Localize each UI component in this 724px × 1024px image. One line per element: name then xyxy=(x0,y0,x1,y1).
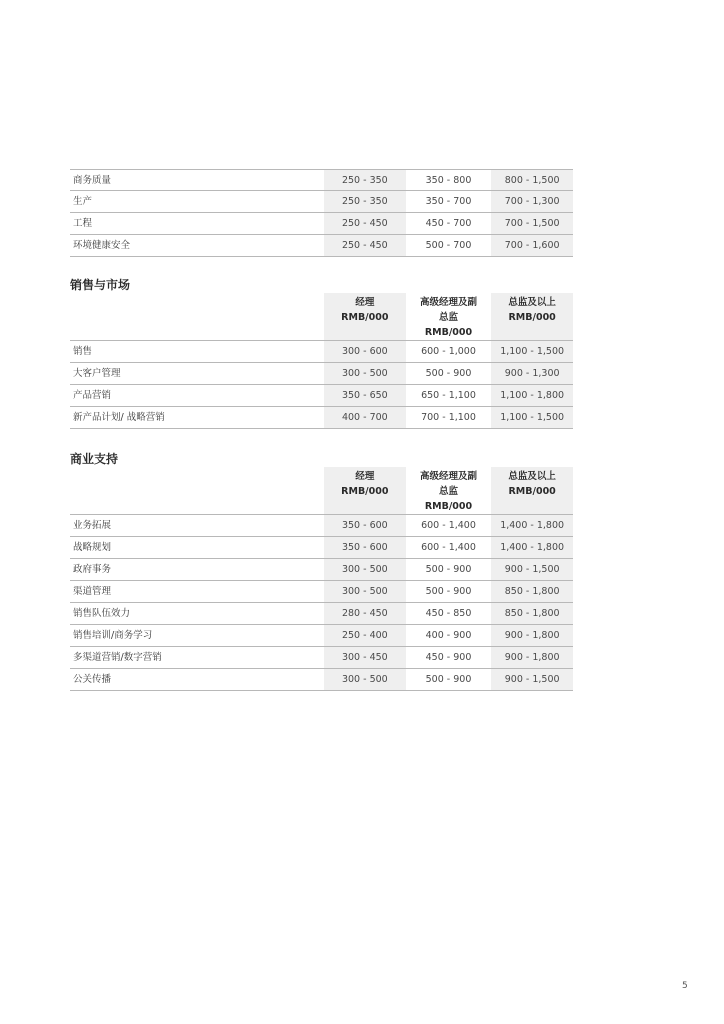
column-header-line: 总监 xyxy=(438,486,458,497)
column-header-line: RMB/000 xyxy=(508,486,556,497)
column-header-line: RMB/000 xyxy=(424,501,473,512)
column-header-line: 总监及以上 xyxy=(508,471,556,482)
table-row xyxy=(70,407,573,429)
salary-range-v2: 350 - 700 xyxy=(408,191,490,212)
table-row xyxy=(70,669,573,691)
table-quality-production xyxy=(70,169,573,257)
salary-range-v2: 600 - 1,400 xyxy=(408,515,490,536)
column-header-line: 经理 xyxy=(355,297,375,308)
column-header-1 xyxy=(324,467,406,514)
salary-range-v1: 250 - 350 xyxy=(324,191,406,212)
salary-range-v3: 1,100 - 1,500 xyxy=(491,407,573,428)
row-label: 业务拓展 xyxy=(73,520,112,531)
salary-range-v1: 300 - 600 xyxy=(324,341,406,362)
row-label: 渠道管理 xyxy=(73,586,112,597)
table-row xyxy=(70,603,573,625)
column-header-line: 总监及以上 xyxy=(508,297,556,308)
salary-range-v3: 900 - 1,800 xyxy=(491,647,573,668)
salary-range-v3: 900 - 1,500 xyxy=(491,669,573,690)
row-label: 生产 xyxy=(73,196,93,207)
salary-range-v3: 900 - 1,500 xyxy=(491,559,573,580)
table-row xyxy=(70,341,573,363)
salary-range-v3: 1,400 - 1,800 xyxy=(491,515,573,536)
column-header-line: RMB/000 xyxy=(341,312,389,323)
header-blank xyxy=(70,293,324,340)
salary-range-v3: 700 - 1,600 xyxy=(491,235,573,256)
salary-range-v1: 280 - 450 xyxy=(324,603,406,624)
salary-range-v1: 350 - 650 xyxy=(324,385,406,406)
salary-range-v2: 600 - 1,400 xyxy=(408,537,490,558)
salary-range-v1: 350 - 600 xyxy=(324,515,406,536)
column-header-line: RMB/000 xyxy=(424,327,473,338)
salary-range-v1: 350 - 600 xyxy=(324,537,406,558)
salary-range-v1: 250 - 350 xyxy=(324,170,406,190)
salary-range-v1: 250 - 450 xyxy=(324,235,406,256)
row-label: 多渠道营销/数字营销 xyxy=(73,652,162,663)
table-sales-marketing xyxy=(70,293,573,429)
salary-range-v2: 500 - 900 xyxy=(408,363,490,384)
table-row xyxy=(70,363,573,385)
row-label: 商务质量 xyxy=(73,175,112,186)
column-header-3 xyxy=(491,467,573,514)
page-number: 5 xyxy=(682,981,688,991)
salary-range-v2: 450 - 900 xyxy=(408,647,490,668)
column-header-line: 经理 xyxy=(355,471,375,482)
salary-range-v3: 850 - 1,800 xyxy=(491,603,573,624)
column-header-line: RMB/000 xyxy=(341,486,389,497)
row-label: 环境健康安全 xyxy=(73,240,131,251)
salary-range-v1: 250 - 450 xyxy=(324,213,406,234)
row-label: 销售队伍效力 xyxy=(73,608,131,619)
column-header-2 xyxy=(408,293,490,340)
salary-range-v1: 300 - 500 xyxy=(324,669,406,690)
salary-range-v3: 700 - 1,300 xyxy=(491,191,573,212)
row-label: 公关传播 xyxy=(73,674,112,685)
salary-range-v2: 500 - 900 xyxy=(408,559,490,580)
salary-range-v3: 700 - 1,500 xyxy=(491,213,573,234)
row-label: 工程 xyxy=(73,218,93,229)
salary-range-v3: 800 - 1,500 xyxy=(491,170,573,190)
salary-range-v3: 850 - 1,800 xyxy=(491,581,573,602)
salary-range-v2: 400 - 900 xyxy=(408,625,490,646)
section-title-support: 商业支持 xyxy=(70,452,119,466)
table-row xyxy=(70,537,573,559)
salary-range-v2: 500 - 900 xyxy=(408,669,490,690)
salary-range-v2: 450 - 700 xyxy=(408,213,490,234)
salary-range-v2: 650 - 1,100 xyxy=(408,385,490,406)
table-row xyxy=(70,515,573,537)
table-header xyxy=(70,467,573,515)
table-row xyxy=(70,385,573,407)
header-blank xyxy=(70,467,324,514)
table-row xyxy=(70,235,573,257)
table-row xyxy=(70,581,573,603)
column-header-3 xyxy=(491,293,573,340)
column-header-2 xyxy=(408,467,490,514)
row-label: 产品营销 xyxy=(73,390,112,401)
table-row xyxy=(70,213,573,235)
salary-range-v2: 500 - 900 xyxy=(408,581,490,602)
table-row xyxy=(70,625,573,647)
row-label: 战略规划 xyxy=(73,542,112,553)
column-header-line: 高级经理及副 xyxy=(419,297,477,308)
salary-range-v2: 500 - 700 xyxy=(408,235,490,256)
table-row xyxy=(70,647,573,669)
salary-range-v1: 300 - 500 xyxy=(324,581,406,602)
table-row xyxy=(70,559,573,581)
table-row xyxy=(70,191,573,213)
column-header-line: 高级经理及副 xyxy=(419,471,477,482)
salary-range-v3: 1,400 - 1,800 xyxy=(491,537,573,558)
salary-range-v3: 1,100 - 1,800 xyxy=(491,385,573,406)
salary-range-v3: 900 - 1,300 xyxy=(491,363,573,384)
column-header-line: 总监 xyxy=(438,312,458,323)
salary-range-v3: 1,100 - 1,500 xyxy=(491,341,573,362)
table-business-support xyxy=(70,467,573,691)
row-label: 销售 xyxy=(73,346,93,357)
column-header-1 xyxy=(324,293,406,340)
row-label: 新产品计划/ 战略营销 xyxy=(73,412,165,423)
salary-range-v1: 300 - 500 xyxy=(324,363,406,384)
salary-range-v1: 300 - 500 xyxy=(324,559,406,580)
salary-range-v1: 400 - 700 xyxy=(324,407,406,428)
row-label: 政府事务 xyxy=(73,564,112,575)
table-row xyxy=(70,169,573,191)
salary-range-v2: 350 - 800 xyxy=(408,170,490,190)
section-title-sales: 销售与市场 xyxy=(70,278,131,292)
salary-range-v1: 300 - 450 xyxy=(324,647,406,668)
salary-range-v3: 900 - 1,800 xyxy=(491,625,573,646)
salary-range-v2: 450 - 850 xyxy=(408,603,490,624)
salary-range-v1: 250 - 400 xyxy=(324,625,406,646)
table-header xyxy=(70,293,573,341)
row-label: 销售培训/商务学习 xyxy=(73,630,153,641)
salary-range-v2: 600 - 1,000 xyxy=(408,341,490,362)
row-label: 大客户管理 xyxy=(73,368,121,379)
salary-range-v2: 700 - 1,100 xyxy=(408,407,490,428)
column-header-line: RMB/000 xyxy=(508,312,556,323)
